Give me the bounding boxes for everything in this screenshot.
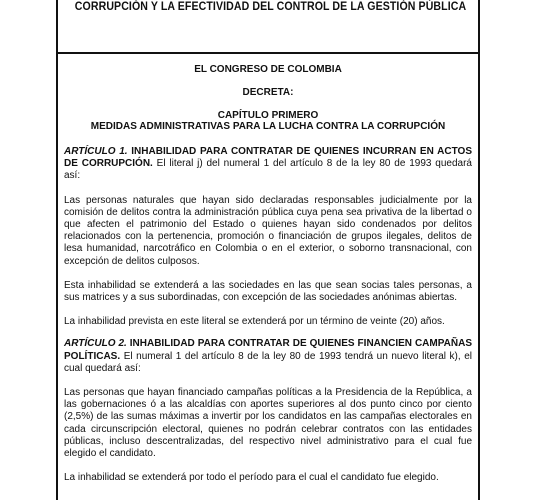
article-1-paragraph: La inhabilidad prevista en este literal se extenderá por un término de veinte (20) años. <box>64 316 445 328</box>
article-2-heading <box>64 338 472 375</box>
article-1-title: INHABILIDAD PARA CONTRATAR DE QUIENES INCURRAN EN ACTOS DE CORRUPCIÓN. <box>64 146 472 170</box>
header-box <box>58 0 478 54</box>
decreta-heading: DECRETA: <box>242 87 294 98</box>
chapter-heading: CAPÍTULO PRIMERO <box>217 110 319 121</box>
article-2-number: ARTÍCULO 2. <box>64 338 127 350</box>
article-1-intro: El literal j) del numeral 1 del artículo 8 de la ley 80 de 1993 quedará así: <box>64 158 472 182</box>
law-title: CORRUPCIÓN Y LA EFECTIVIDAD DEL CONTROL DE LA GESTIÓN PÚBLICA <box>74 1 467 13</box>
article-2-paragraph: La inhabilidad se extenderá por todo el período para el cual el candidato fue elegido. <box>64 472 439 483</box>
article-2-intro: El numeral 1 del artículo 8 de la ley 80 de 1993 tendrá un nuevo literal k), el cual quedará así: <box>64 350 472 374</box>
article-1-number: ARTÍCULO 1. <box>64 146 128 157</box>
chapter-title: MEDIDAS ADMINISTRATIVAS PARA LA LUCHA CONTRA LA CORRUPCIÓN <box>90 121 446 132</box>
article-2-title: INHABILIDAD PARA CONTRATAR DE QUIENES FINANCIEN CAMPAÑAS POLÍTICAS. <box>64 338 472 362</box>
document-page <box>56 0 480 500</box>
article-2-paragraph: Las personas que hayan financiado campañas políticas a la Presidencia de la República, a las gobernaciones ó a las alcaldías con aportes superiores al dos punto cinco por ciento (2,5%) de las sumas máximas a invertir por los candidatos en las campañas electorales en cada circunscripción electoral, quienes no podrán celebrar contratos con las entidades públicas, incluso descentralizadas, del respectivo nivel administrativo para el cual fue elegido el candidato. <box>64 387 472 460</box>
article-1-paragraph: Esta inhabilidad se extenderá a las sociedades en las que sean socias tales personas, a sus matrices y a sus subordinadas, con excepción de las sociedades anónimas abiertas. <box>64 279 472 304</box>
article-1-heading <box>64 146 472 183</box>
document-body <box>64 64 472 482</box>
article-1-paragraph: Las personas naturales que hayan sido declaradas responsables judicialmente por la comisión de delitos contra la administración pública cuya pena sea privativa de la libertad o que afecten el patrimonio del Estado o quienes hayan sido condenados por delitos relacionados con la pertenencia, promoción o financiación de grupos ilegales, delitos de lesa humanidad, narcotráfico en Colombia o en el exterior, o soborno transnacional, con excepción de delitos culposos. <box>64 194 472 267</box>
congress-heading: EL CONGRESO DE COLOMBIA <box>194 64 342 75</box>
